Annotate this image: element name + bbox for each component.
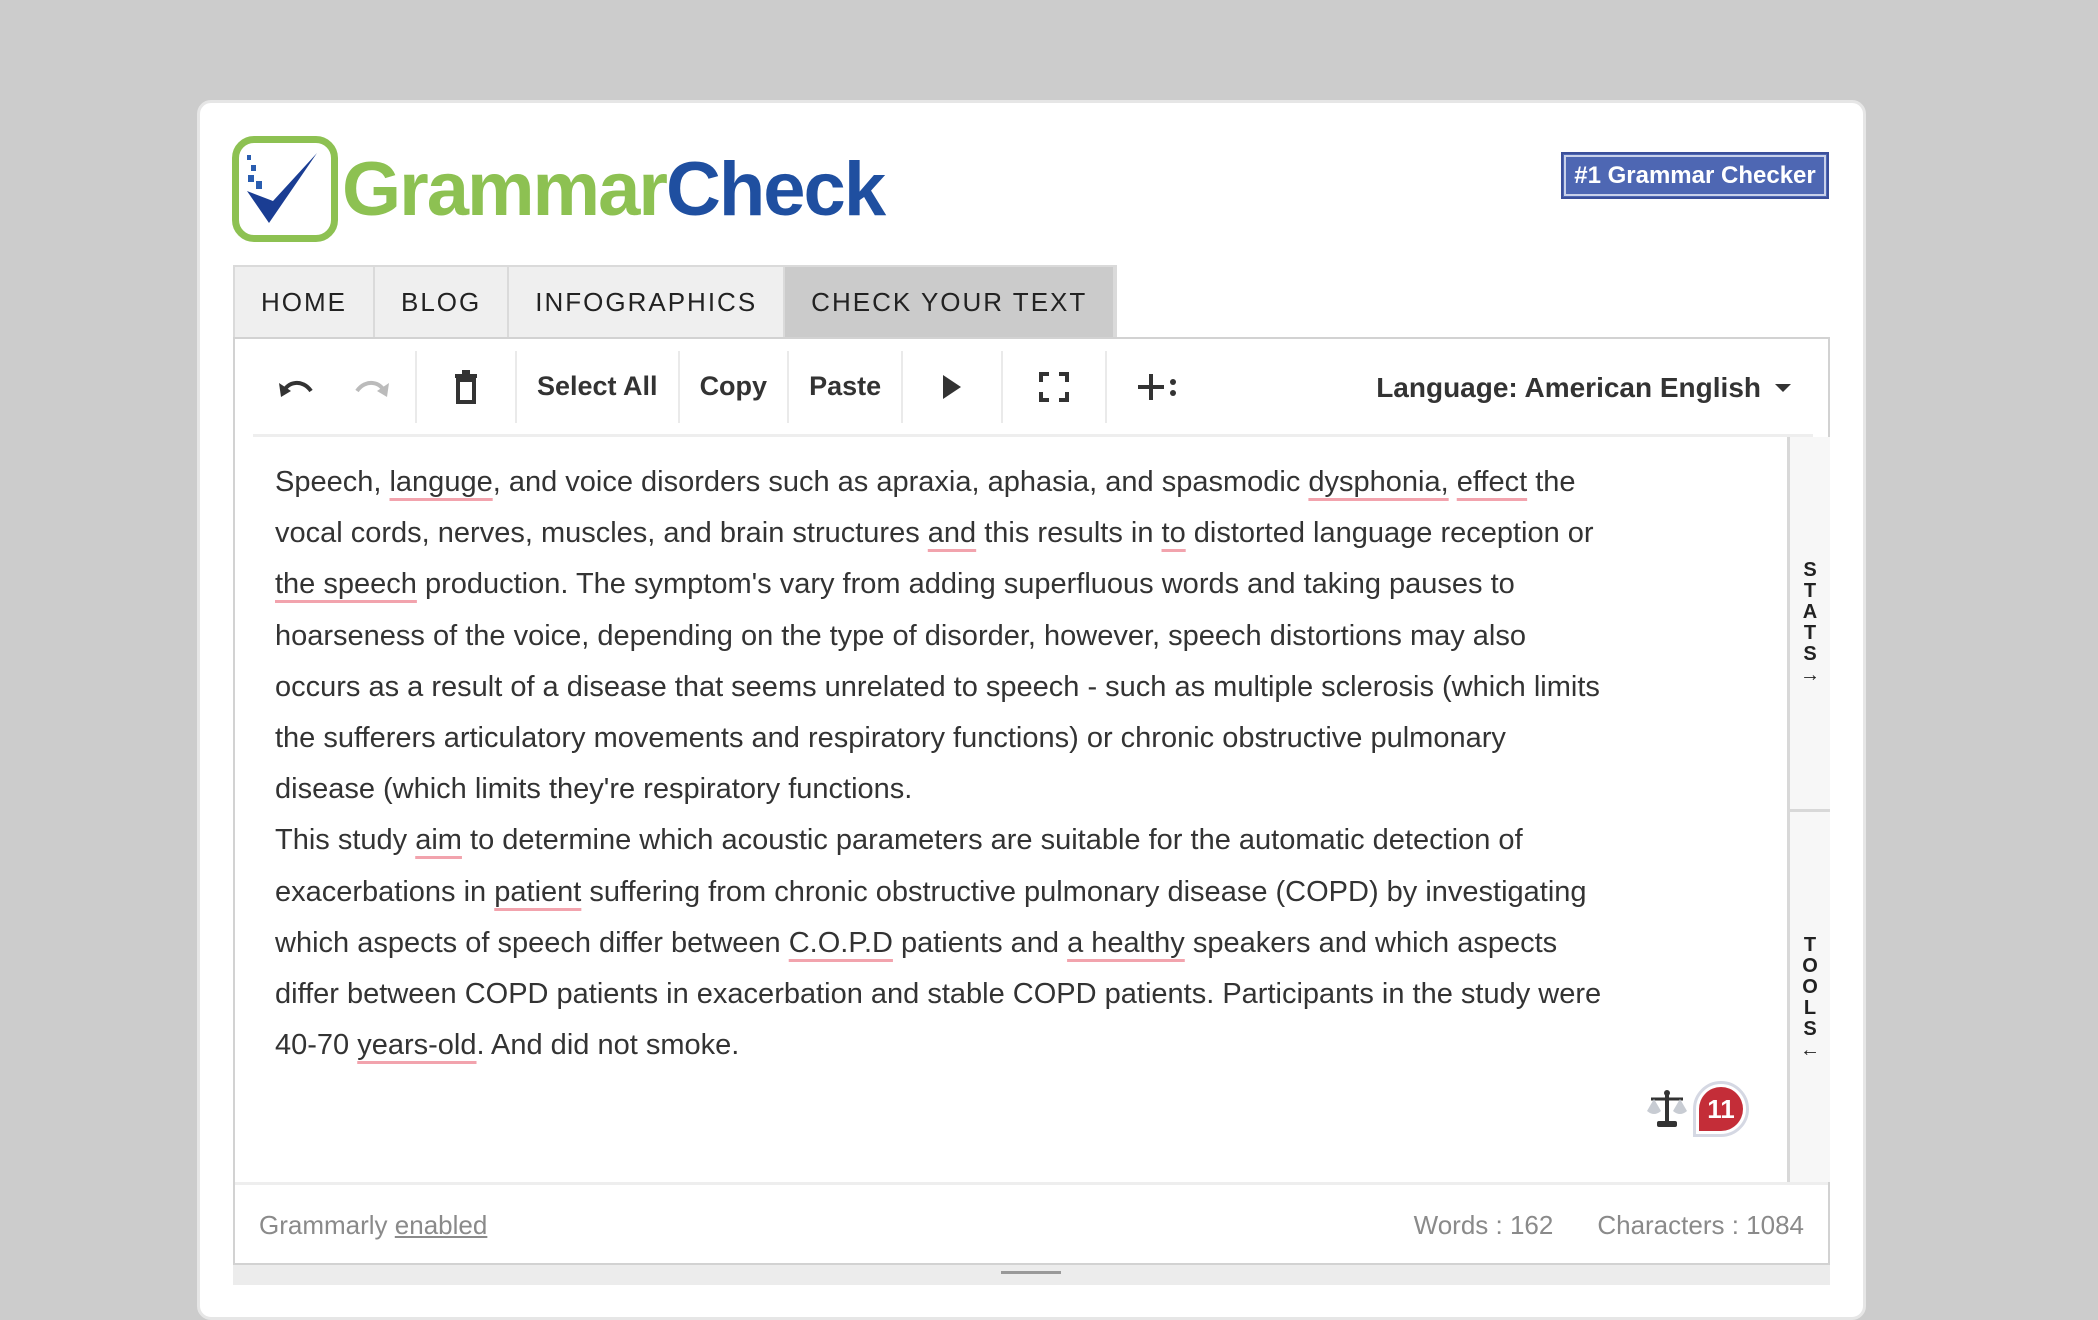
text-segment: this results in bbox=[976, 517, 1162, 550]
flagged-word[interactable]: the speech bbox=[275, 568, 417, 601]
text-line bbox=[275, 1020, 1795, 1071]
text-segment: patients and bbox=[892, 926, 1068, 959]
text-line bbox=[275, 457, 1795, 508]
redo-icon bbox=[353, 375, 391, 399]
tab-blog[interactable]: BLOG bbox=[375, 267, 509, 337]
text-line bbox=[275, 508, 1795, 559]
text-segment: 40-70 bbox=[275, 1029, 358, 1062]
text-segment: the bbox=[1527, 466, 1576, 498]
trash-icon bbox=[453, 370, 479, 404]
play-icon bbox=[941, 375, 963, 399]
resize-bar[interactable] bbox=[233, 1265, 1830, 1285]
logo-text-check: Check bbox=[665, 146, 885, 232]
text-line bbox=[275, 867, 1795, 918]
undo-button[interactable] bbox=[253, 351, 339, 423]
text-segment: disease (which limits they're respiratory functions. bbox=[275, 773, 913, 806]
logo-text bbox=[342, 146, 884, 233]
text-line bbox=[275, 662, 1795, 713]
flagged-word[interactable]: effect bbox=[1456, 466, 1528, 498]
plus-more-icon bbox=[1137, 372, 1179, 402]
stats-letter: → bbox=[1800, 664, 1820, 686]
word-count: Words : 162 bbox=[1413, 1209, 1554, 1240]
flagged-word[interactable]: to bbox=[1161, 517, 1186, 550]
text-segment: distorted language reception or bbox=[1185, 517, 1594, 550]
stats-letter: A bbox=[1802, 601, 1818, 623]
grammarly-label: Grammarly bbox=[259, 1209, 388, 1240]
grammarly-status bbox=[259, 1210, 487, 1241]
text-segment: hoarseness of the voice, depending on the type of disorder, however, speech distortions may also bbox=[275, 619, 1526, 652]
text-segment: suffering from chronic obstructive pulmonary disease (COPD) by investigating bbox=[581, 875, 1587, 908]
tab-home[interactable]: HOME bbox=[235, 267, 375, 337]
scales-icon[interactable] bbox=[1647, 1089, 1687, 1129]
play-button[interactable] bbox=[903, 351, 1003, 423]
paste-button[interactable]: Paste bbox=[789, 351, 903, 423]
select-all-button[interactable]: Select All bbox=[517, 351, 680, 423]
tools-letter: L bbox=[1803, 997, 1817, 1019]
text-line bbox=[275, 713, 1795, 764]
flagged-word[interactable]: years-old bbox=[357, 1029, 477, 1062]
flagged-word[interactable]: C.O.P.D bbox=[788, 926, 893, 959]
counts bbox=[1414, 1210, 1804, 1241]
error-count-badge[interactable] bbox=[1693, 1081, 1749, 1137]
text-segment: to determine which acoustic parameters are suitable for the automatic detection of bbox=[461, 824, 1523, 857]
text-segment: the sufferers articulatory movements and respiratory functions) or chronic obstructive pulmonary bbox=[275, 722, 1506, 755]
error-count: 11 bbox=[1699, 1087, 1743, 1131]
tab-infographics[interactable]: INFOGRAPHICS bbox=[509, 267, 785, 337]
checkmark-logo-icon bbox=[232, 136, 338, 242]
text-segment: , and voice disorders such as apraxia, aphasia, and spasmodic bbox=[492, 466, 1309, 498]
text-segment: Speech, bbox=[275, 466, 390, 498]
editor bbox=[233, 337, 1830, 1265]
fullscreen-button[interactable] bbox=[1003, 351, 1107, 423]
grammarly-enabled-link[interactable]: enabled bbox=[394, 1209, 488, 1240]
text-segment: differ between COPD patients in exacerbation and stable COPD patients. Participants in the study were bbox=[275, 978, 1602, 1011]
tools-letter: ← bbox=[1800, 1039, 1820, 1061]
text-line bbox=[275, 918, 1795, 969]
toolbar bbox=[253, 339, 1813, 437]
tools-letter: T bbox=[1803, 934, 1817, 956]
text-segment: exacerbations in bbox=[275, 875, 495, 908]
text-editor-area[interactable] bbox=[275, 457, 1795, 1071]
text-line bbox=[275, 764, 1795, 815]
character-count: Characters : 1084 bbox=[1597, 1209, 1804, 1240]
text-segment: production. The symptom's vary from adding superfluous words and taking pauses to bbox=[416, 568, 1515, 601]
flagged-word[interactable]: and bbox=[927, 517, 977, 550]
top-grammar-checker-badge[interactable]: #1 Grammar Checker bbox=[1561, 152, 1829, 199]
flagged-word[interactable]: aim bbox=[415, 824, 462, 857]
text-segment: vocal cords, nerves, muscles, and brain structures bbox=[275, 517, 928, 550]
chevron-down-icon bbox=[1775, 384, 1791, 392]
tools-letter: S bbox=[1803, 1018, 1817, 1040]
copy-button[interactable]: Copy bbox=[680, 351, 790, 423]
text-segment: . And did not smoke. bbox=[476, 1029, 740, 1062]
status-bar bbox=[235, 1182, 1828, 1265]
delete-button[interactable] bbox=[417, 351, 517, 423]
stats-letter: T bbox=[1803, 622, 1817, 644]
language-label: Language: American English bbox=[1376, 372, 1761, 403]
add-tool-button[interactable] bbox=[1107, 351, 1209, 423]
tools-panel-toggle[interactable] bbox=[1790, 812, 1830, 1184]
flagged-word[interactable]: patient bbox=[494, 875, 582, 908]
fullscreen-icon bbox=[1039, 372, 1069, 402]
redo-button[interactable] bbox=[339, 351, 417, 423]
tools-letter: O bbox=[1802, 976, 1818, 998]
text-segment: occurs as a result of a disease that seems unrelated to speech - such as multiple sclerosis (which limits bbox=[275, 670, 1600, 703]
text-line bbox=[275, 815, 1795, 866]
undo-icon bbox=[277, 375, 315, 399]
stats-panel-toggle[interactable] bbox=[1790, 437, 1830, 812]
text-segment: which aspects of speech differ between bbox=[275, 926, 789, 959]
side-panel bbox=[1787, 437, 1830, 1182]
stats-letter: S bbox=[1803, 559, 1817, 581]
stats-letter: T bbox=[1803, 580, 1817, 602]
tools-letter: O bbox=[1802, 955, 1818, 977]
resize-handle[interactable] bbox=[1001, 1271, 1061, 1274]
text-segment: speakers and which aspects bbox=[1184, 926, 1558, 959]
text-segment bbox=[1449, 466, 1457, 498]
text-line bbox=[275, 611, 1795, 662]
text-segment: This study bbox=[275, 824, 416, 857]
logo-text-grammar: Grammar bbox=[342, 146, 666, 232]
language-dropdown[interactable] bbox=[1376, 339, 1791, 437]
text-line bbox=[275, 969, 1795, 1020]
logo[interactable] bbox=[232, 135, 884, 243]
error-counter bbox=[1647, 1081, 1749, 1137]
stats-letter: S bbox=[1803, 643, 1817, 665]
nav-tabs bbox=[233, 265, 1117, 337]
tab-check-your-text[interactable]: CHECK YOUR TEXT bbox=[785, 267, 1115, 337]
flagged-word[interactable]: a healthy bbox=[1067, 926, 1185, 959]
flagged-word[interactable]: languge bbox=[389, 466, 493, 498]
flagged-word[interactable]: dysphonia, bbox=[1308, 466, 1449, 498]
text-line bbox=[275, 559, 1795, 610]
